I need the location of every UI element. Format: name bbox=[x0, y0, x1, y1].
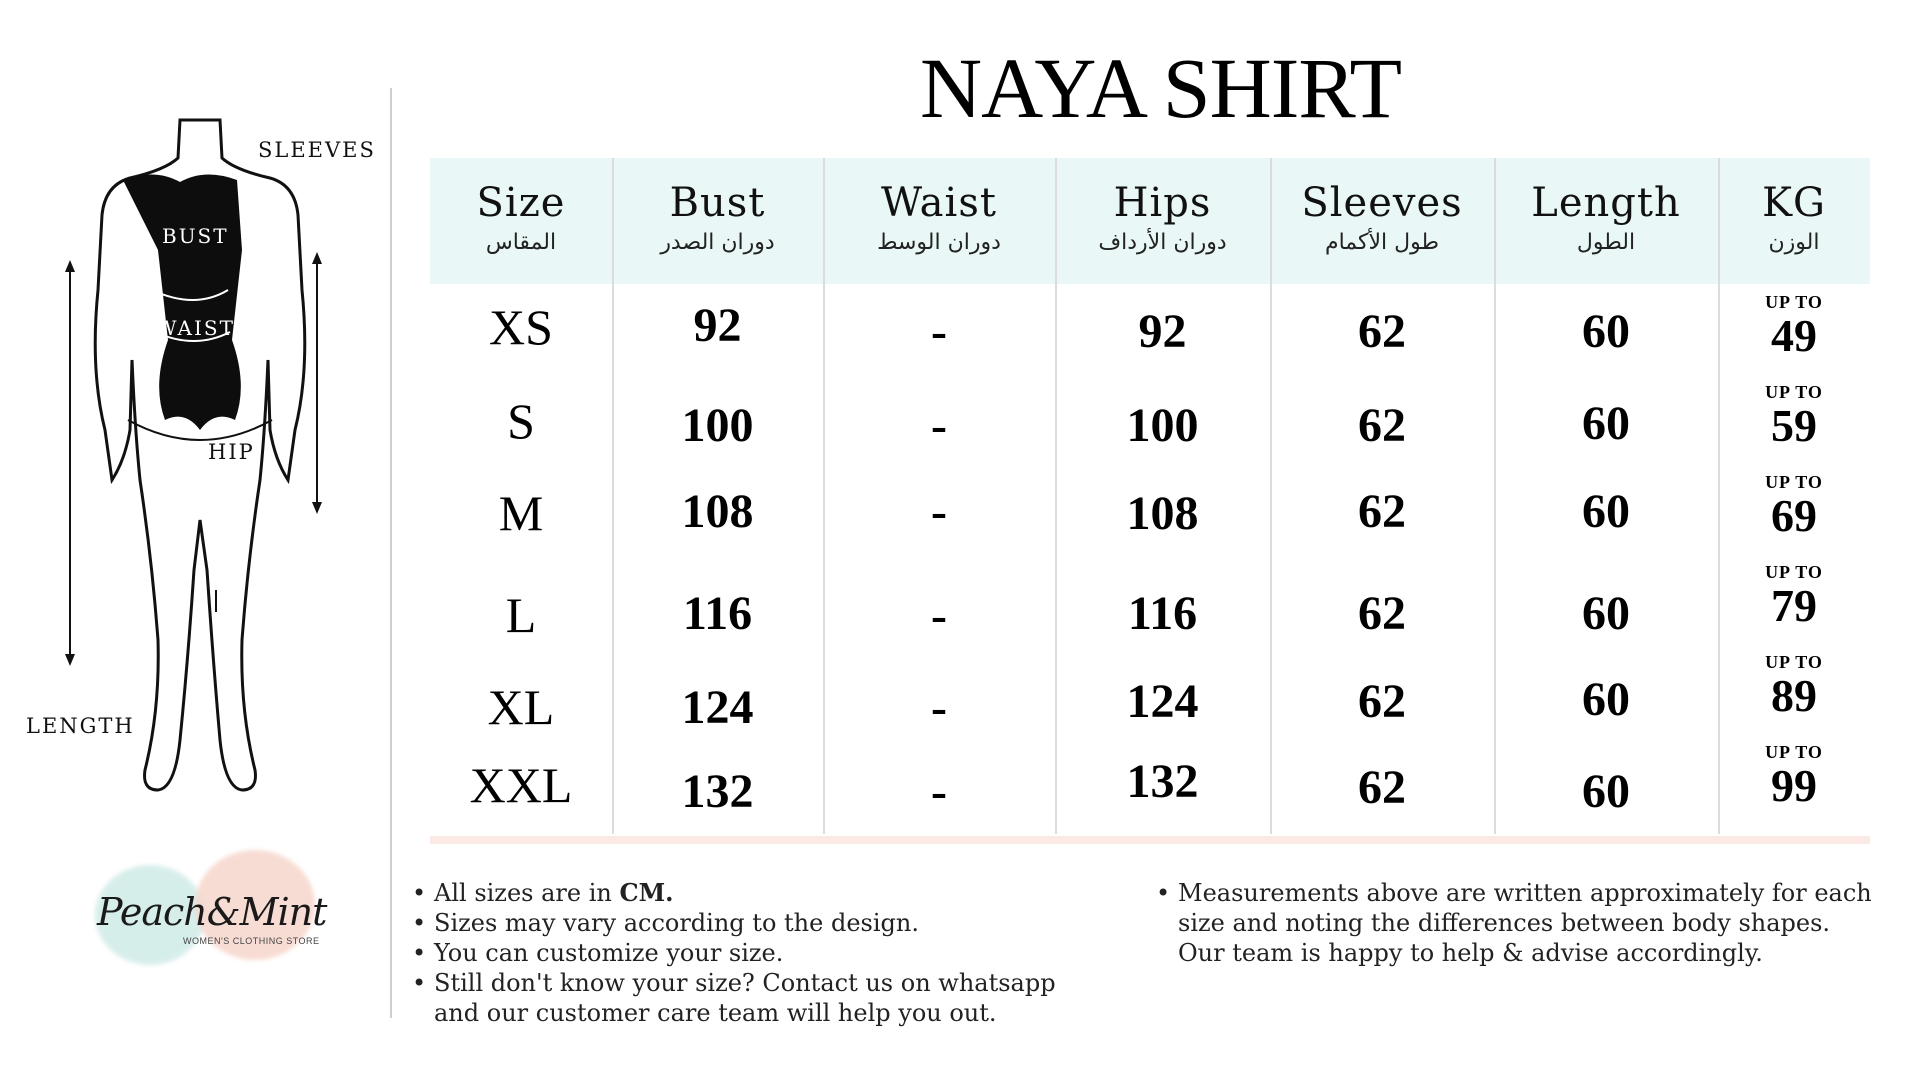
cell-kg bbox=[1718, 472, 1870, 539]
note-text: All sizes are in bbox=[434, 879, 620, 907]
note-item: • Sizes may vary according to the design. bbox=[412, 908, 1092, 938]
header-size bbox=[430, 158, 612, 284]
kg-value: 59 bbox=[1771, 400, 1817, 451]
cell-length: 60 bbox=[1582, 397, 1630, 450]
table-bottom-line bbox=[430, 836, 1870, 844]
kg-value: 49 bbox=[1771, 310, 1817, 361]
cell-bust: 116 bbox=[682, 587, 753, 640]
brand-logo bbox=[85, 840, 325, 980]
header-bust-ar: دوران الصدر bbox=[660, 230, 775, 255]
cell-hips: 92 bbox=[1138, 305, 1187, 358]
cell-sleeves: 62 bbox=[1358, 675, 1406, 728]
label-bust: BUST bbox=[162, 224, 229, 248]
header-kg-en: KG bbox=[1762, 180, 1826, 226]
note-item: • You can customize your size. bbox=[412, 938, 1092, 968]
header-size-ar: المقاس bbox=[485, 230, 557, 255]
cell-size: S bbox=[507, 393, 535, 449]
cell-waist: - bbox=[931, 765, 947, 818]
cell-size: XXL bbox=[469, 757, 573, 813]
kg-value: 79 bbox=[1771, 580, 1817, 631]
kg-prefix: UP TO bbox=[1765, 472, 1823, 492]
cell-kg bbox=[1718, 292, 1870, 359]
header-waist-ar: دوران الوسط bbox=[877, 230, 1001, 255]
cell-bust: 132 bbox=[681, 765, 754, 818]
logo-subtitle: WOMEN'S CLOTHING STORE bbox=[183, 936, 320, 946]
header-size-en: Size bbox=[476, 180, 566, 226]
label-length: LENGTH bbox=[26, 714, 135, 738]
kg-value: 99 bbox=[1771, 760, 1817, 811]
cell-size: M bbox=[498, 485, 544, 541]
label-sleeves: SLEEVES bbox=[258, 138, 376, 162]
notes-right bbox=[1156, 878, 1876, 968]
header-hips bbox=[1055, 158, 1270, 284]
cell-length: 60 bbox=[1582, 587, 1630, 640]
cell-bust: 92 bbox=[693, 299, 742, 352]
header-sleeves-ar: طول الأكمام bbox=[1324, 230, 1440, 255]
cell-length: 60 bbox=[1582, 673, 1630, 726]
kg-prefix: UP TO bbox=[1765, 382, 1823, 402]
body-silhouette-drawing bbox=[20, 100, 380, 820]
cell-waist: - bbox=[931, 681, 947, 734]
cell-size: XS bbox=[489, 299, 553, 355]
cell-waist: - bbox=[931, 305, 947, 358]
cell-length: 60 bbox=[1582, 765, 1630, 818]
cell-sleeves: 62 bbox=[1358, 485, 1406, 538]
header-length-en: Length bbox=[1531, 180, 1681, 226]
cell-size: L bbox=[505, 587, 537, 643]
kg-prefix: UP TO bbox=[1765, 562, 1823, 582]
cell-hips: 124 bbox=[1126, 675, 1199, 728]
cell-hips: 116 bbox=[1127, 587, 1198, 640]
kg-value: 69 bbox=[1771, 490, 1817, 541]
note-item: • Measurements above are written approximately for each size and noting the differences between body shapes. Our team is happy to help & advise accordingly. bbox=[1156, 878, 1876, 968]
cell-sleeves: 62 bbox=[1358, 305, 1406, 358]
cell-hips: 100 bbox=[1126, 399, 1199, 452]
cell-hips: 108 bbox=[1126, 487, 1199, 540]
cell-length: 60 bbox=[1582, 485, 1630, 538]
cell-kg bbox=[1718, 652, 1870, 719]
cell-sleeves: 62 bbox=[1358, 399, 1406, 452]
cell-sleeves: 62 bbox=[1358, 761, 1406, 814]
cell-bust: 108 bbox=[681, 485, 754, 538]
header-length bbox=[1494, 158, 1718, 284]
header-bust bbox=[612, 158, 823, 284]
cell-hips: 132 bbox=[1126, 755, 1199, 808]
cell-kg bbox=[1718, 742, 1870, 809]
header-sleeves bbox=[1270, 158, 1494, 284]
notes-left bbox=[412, 878, 1092, 1028]
header-hips-en: Hips bbox=[1113, 180, 1212, 226]
cell-kg bbox=[1718, 382, 1870, 449]
kg-prefix: UP TO bbox=[1765, 652, 1823, 672]
header-kg bbox=[1718, 158, 1870, 284]
kg-prefix: UP TO bbox=[1765, 292, 1823, 312]
cell-sleeves: 62 bbox=[1358, 587, 1406, 640]
kg-value: 89 bbox=[1771, 670, 1817, 721]
cell-size: XL bbox=[487, 679, 555, 735]
label-hip: HIP bbox=[208, 440, 255, 464]
header-kg-ar: الوزن bbox=[1768, 230, 1820, 255]
kg-prefix: UP TO bbox=[1765, 742, 1823, 762]
cell-waist: - bbox=[931, 485, 947, 538]
note-item: • Still don't know your size? Contact us on whatsapp and our customer care team will help you out. bbox=[412, 968, 1092, 1028]
logo-wordmark: Peach&Mint bbox=[97, 890, 327, 934]
page-title: NAYA SHIRT bbox=[920, 40, 1402, 136]
header-waist bbox=[823, 158, 1055, 284]
cell-waist: - bbox=[931, 589, 947, 642]
vertical-divider bbox=[390, 88, 392, 1018]
cell-kg bbox=[1718, 562, 1870, 629]
cell-bust: 124 bbox=[681, 681, 754, 734]
label-waist: WAIST bbox=[156, 316, 235, 340]
header-length-ar: الطول bbox=[1576, 230, 1636, 255]
note-unit-bold: CM. bbox=[619, 878, 674, 907]
header-sleeves-en: Sleeves bbox=[1301, 180, 1463, 226]
body-measurement-figure bbox=[20, 100, 380, 820]
cell-waist: - bbox=[931, 399, 947, 452]
header-waist-en: Waist bbox=[881, 180, 997, 226]
note-item bbox=[412, 878, 1092, 908]
cell-bust: 100 bbox=[681, 399, 754, 452]
cell-length: 60 bbox=[1582, 305, 1630, 358]
header-hips-ar: دوران الأرداف bbox=[1098, 230, 1227, 255]
header-bust-en: Bust bbox=[669, 180, 766, 226]
